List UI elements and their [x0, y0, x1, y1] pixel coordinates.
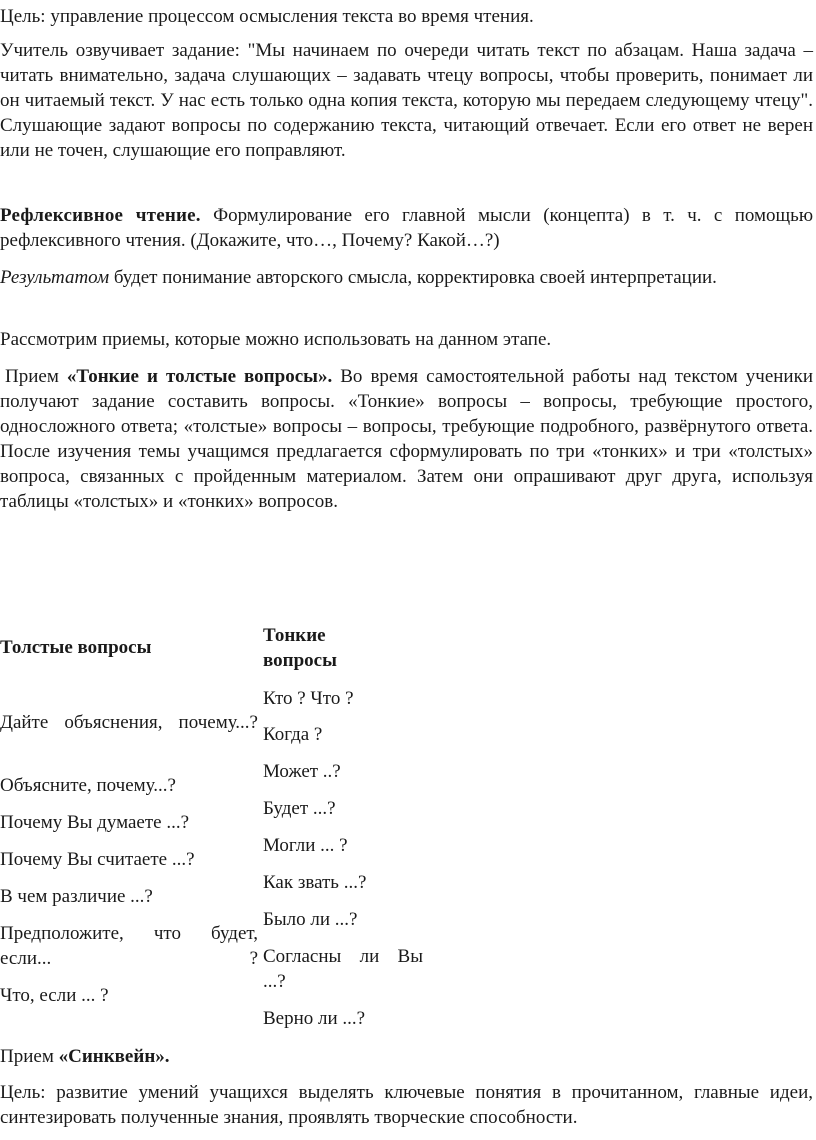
thick-question-item: В чем различие ...? — [0, 886, 153, 907]
thin-thick-paragraph — [0, 364, 813, 514]
cinquain-name: «Синквейн». — [58, 1046, 170, 1067]
thick-question-item: Дайте объяснения, почему...? — [0, 712, 258, 733]
thick-question-item: Почему Вы считаете ...? — [0, 849, 195, 870]
goal-paragraph: Цель: управление процессом осмысления текста во время чтения. — [0, 6, 534, 27]
thin-thick-name: «Тонкие и толстые вопросы». — [66, 366, 333, 387]
thin-thick-text: Во время самостоятельной работы над текстом ученики получают задание составить вопросы. «Тонкие» вопросы – вопросы, требующие простого, односложного ответа; «толстые» вопросы – вопросы, требующие подробного, развёрнутого ответа. После изучения темы учащимся предлагается сформулировать по три «тонких» и три «толстых» вопроса, связанных с пройденным материалом. Затем они опрашивают друг друга, используя таблицы «толстых» и «тонких» вопросов. — [0, 366, 813, 512]
reflexive-reading-term: Рефлексивное чтение. — [0, 205, 201, 226]
thin-question-item: Когда ? — [263, 724, 323, 745]
thin-question-item: Как звать ...? — [263, 872, 367, 893]
thick-question-item: Объясните, почему...? — [0, 775, 176, 796]
cinquain-goal-paragraph: Цель: развитие умений учащихся выделять ключевые понятия в прочитанном, главные идеи, синтезировать полученные знания, проявлять творческие способности. — [0, 1082, 813, 1128]
cinquain-heading — [0, 1044, 813, 1069]
cinquain-prefix: Прием — [0, 1046, 59, 1067]
thick-question-item: Почему Вы думаете ...? — [0, 812, 190, 833]
thin-question-item: Согласны ли Вы ...? — [263, 946, 423, 992]
result-paragraph — [0, 265, 813, 290]
techniques-intro-paragraph: Рассмотрим приемы, которые можно использовать на данном этапе. — [0, 329, 552, 350]
thin-question-item: Кто ? Что ? — [263, 688, 354, 709]
thin-question-item: Будет ...? — [263, 798, 336, 819]
thick-questions-header: Толстые вопросы — [0, 637, 152, 658]
teacher-task-paragraph: Учитель озвучивает задание: "Мы начинаем по очереди читать текст по абзацам. Наша задача – читать внимательно, задача слушающих – задавать чтецу вопросы, чтобы проверить, понимает ли он читаемый текст. У нас есть только одна копия текста, которую мы передаем следующему чтецу". Слушающие задают вопросы по содержанию текста, читающий отвечает. Если его ответ не верен или не точен, слушающие его поправляют. — [0, 40, 813, 161]
result-text: будет понимание авторского смысла, корректировка своей интерпретации. — [109, 267, 717, 288]
thin-questions-header: Тонкие вопросы — [263, 625, 337, 671]
thin-question-item: Может ..? — [263, 761, 341, 782]
thin-question-item: Могли ... ? — [263, 835, 348, 856]
reflexive-reading-text: Формулирование его главной мысли (концепта) в т. ч. с помощью рефлексивного чтения. (Докажите, что…, Почему? Какой…?) — [0, 205, 814, 251]
result-term: Результатом — [0, 267, 110, 288]
thin-question-item: Было ли ...? — [263, 909, 358, 930]
thin-question-item: Верно ли ...? — [263, 1008, 366, 1029]
thick-question-item: Предположите, что будет, если... ? — [0, 923, 258, 969]
thin-thick-prefix: Прием — [5, 366, 67, 387]
thick-question-item: Что, если ... ? — [0, 985, 109, 1006]
reflexive-reading-paragraph — [0, 203, 813, 253]
